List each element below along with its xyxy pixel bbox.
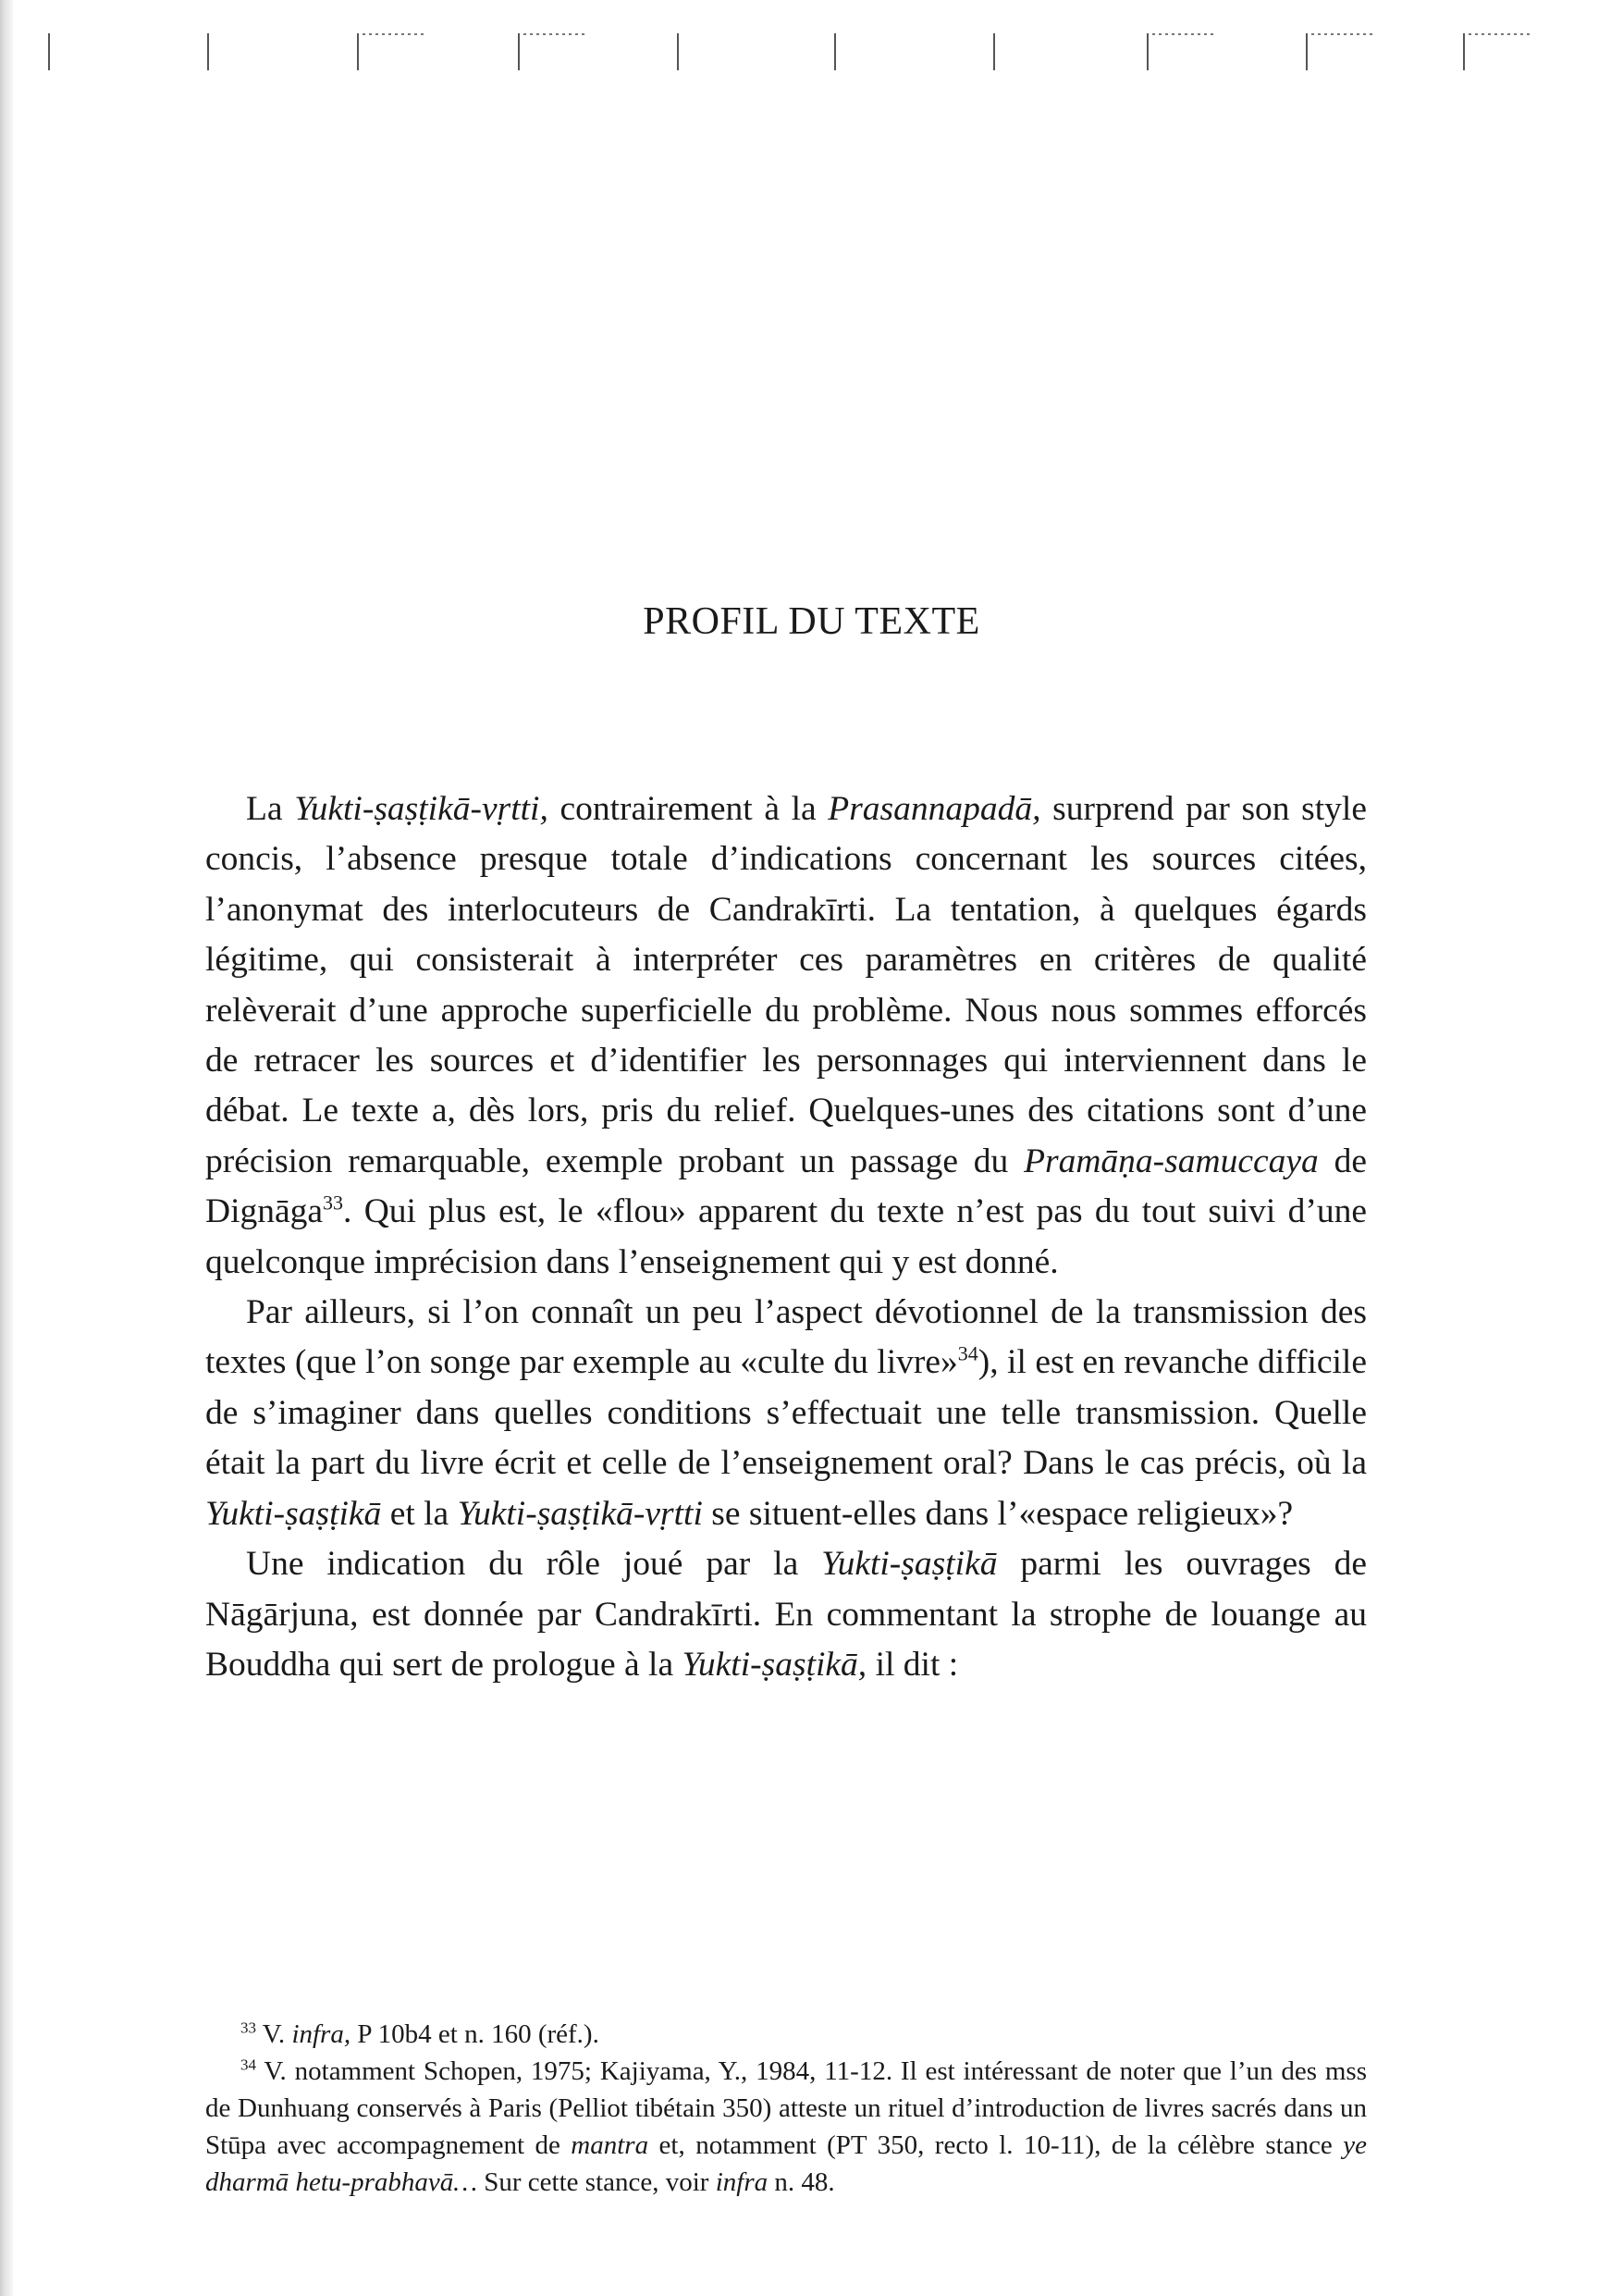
body-text — [205, 784, 1367, 1690]
footnotes — [205, 2016, 1367, 2201]
text-run: P 10b4 et n. 160 (réf.). — [350, 2019, 599, 2049]
italic-text: infra — [715, 2167, 768, 2197]
text-run: V. — [256, 2019, 292, 2049]
italic-text: Yukti-ṣaṣṭikā-vṛtti — [457, 1494, 703, 1533]
text-run: Par ailleurs, si l’on connaît un peu l’aspect dévotionnel de la transmission des textes (que l’on songe par exemple au «culte du livre» — [205, 1293, 1367, 1382]
italic-text: mantra — [571, 2130, 649, 2160]
text-run: parmi les ouvrages de Nāgārjuna, est donnée par Candrakīrti. En commentant la strophe de louange au Bouddha qui sert de prologue à la — [205, 1545, 1368, 1684]
footnote — [205, 2053, 1367, 2201]
page-title: PROFIL DU TEXTE — [643, 600, 980, 643]
italic-text: Yukti-ṣaṣṭikā-vṛtti, — [294, 790, 548, 828]
text-run: La — [246, 790, 295, 828]
paragraph — [205, 1539, 1367, 1690]
text-run: Une indication du rôle joué par la — [246, 1545, 822, 1584]
text-run: de Dignāga — [205, 1142, 1367, 1231]
footnote — [205, 2016, 1367, 2053]
text-run: Sur cette stance, voir — [477, 2167, 716, 2197]
italic-text: infra, — [291, 2019, 351, 2049]
scan-top-marks — [0, 33, 1623, 80]
italic-text: Prasannapadā, — [828, 790, 1041, 828]
text-run: il dit : — [867, 1645, 959, 1684]
text-run: V. notamment Schopen, 1975; Kajiyama, Y., 1984, 11-12. Il est intéressant de noter que l’un des mss de Dunhuang conservés à Paris (Pelliot tibétain 350) atteste un rituel d’introduction de livres sacrés dans un Stūpa avec accompagnement de — [205, 2056, 1367, 2160]
italic-text: Yukti-ṣaṣṭikā — [205, 1494, 382, 1533]
footnote-ref: 34 — [240, 2055, 256, 2074]
footnote-ref: 34 — [957, 1341, 978, 1365]
text-run: et, notamment (PT 350, recto l. 10-11), de la célèbre stance — [648, 2130, 1344, 2160]
paragraph — [205, 784, 1367, 1288]
scan-edge — [0, 0, 13, 2296]
paragraph — [205, 1288, 1367, 1539]
text-run: . Qui plus est, le «flou» apparent du texte n’est pas du tout suivi d’une quelconque imprécision dans l’enseignement qui y est donné. — [205, 1192, 1367, 1281]
text-run: contrairement à la — [547, 790, 829, 828]
text-run: et la — [381, 1494, 458, 1533]
text-run: ), il est en revanche difficile de s’imaginer dans quelles conditions s’effectuait une telle transmission. Quelle était la part du livre écrit et celle de l’enseignement oral? Dans le cas précis, où la — [205, 1343, 1367, 1483]
italic-text: Pramāṇa-samuccaya — [1024, 1142, 1319, 1180]
italic-text: Yukti-ṣaṣṭikā, — [682, 1645, 867, 1684]
italic-text: Yukti-ṣaṣṭikā — [821, 1545, 998, 1584]
text-run: n. 48. — [768, 2167, 835, 2197]
footnote-ref: 33 — [323, 1191, 344, 1215]
footnote-ref: 33 — [240, 2018, 256, 2037]
italic-text: ye dharmā hetu-prabhavā… — [205, 2130, 1367, 2197]
text-run: surprend par son style concis, l’absence presque totale d’indications concernant les sources citées, l’anonymat des interlocuteurs de Candrakīrti. La tentation, à quelques égards légitime, qui consisterait à interpréter ces paramètres en critères de qualité relèverait d’une approche superficielle du problème. Nous nous sommes efforcés de retracer les sources et d’identifier les personnages qui interviennent dans le débat. Le texte a, dès lors, pris du relief. Quelques-unes des citations sont d’une précision remarquable, exemple probant un passage du — [205, 790, 1368, 1180]
text-run: se situent-elles dans l’«espace religieux»? — [702, 1494, 1294, 1533]
